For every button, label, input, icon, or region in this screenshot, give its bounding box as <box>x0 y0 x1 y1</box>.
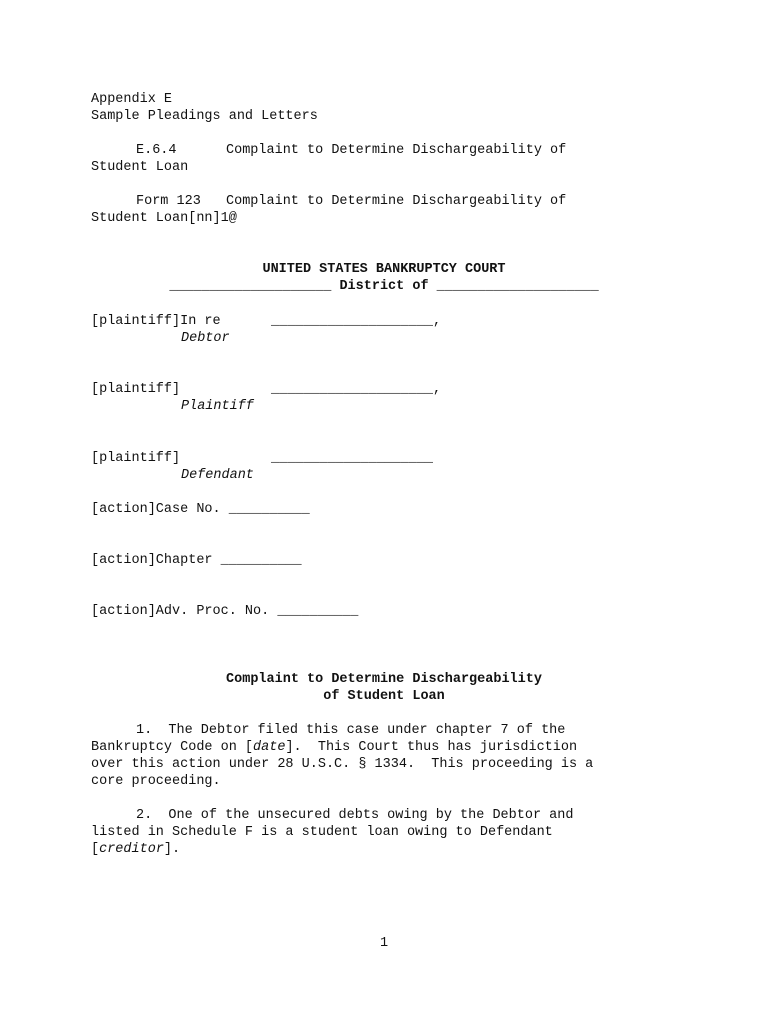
debtor-role: Debtor <box>181 331 230 346</box>
section-title-line-1: Complaint to Determine Dischargeability of <box>226 143 567 158</box>
plaintiff-tag: [plaintiff] <box>91 382 181 397</box>
paragraph-1-line-3: over this action under 28 U.S.C. § 1334. This proceeding is a <box>91 757 594 772</box>
appendix-heading: Appendix E <box>91 92 173 107</box>
debtor-tag: [plaintiff]In re <box>91 314 221 329</box>
paragraph-2-line-3: [creditor]. <box>91 842 181 857</box>
form-title-line-1: Complaint to Determine Dischargeability of <box>226 194 567 209</box>
adversary-proceeding-line: [action]Adv. Proc. No. __________ <box>91 604 359 619</box>
paragraph-1-line-4: core proceeding. <box>91 774 221 789</box>
plaintiff-name-blank: ____________________, <box>271 382 442 397</box>
chapter-line: [action]Chapter __________ <box>91 553 302 568</box>
section-title-line-2: Student Loan <box>91 160 189 175</box>
court-district-line: ____________________ District of ____________________ <box>169 279 599 294</box>
complaint-title-line-2: of Student Loan <box>323 689 445 704</box>
paragraph-1-line-2: Bankruptcy Code on [date]. This Court thus has jurisdiction <box>91 740 578 755</box>
defendant-name-blank: ____________________ <box>271 451 434 466</box>
debtor-name-blank: ____________________, <box>271 314 442 329</box>
defendant-role: Defendant <box>181 468 254 483</box>
paragraph-2-line-2: listed in Schedule F is a student loan owing to Defendant <box>91 825 553 840</box>
defendant-tag: [plaintiff] <box>91 451 181 466</box>
plaintiff-role: Plaintiff <box>181 399 254 414</box>
form-title-line-2: Student Loan[nn]1@ <box>91 211 237 226</box>
court-name: UNITED STATES BANKRUPTCY COURT <box>262 262 506 277</box>
page-number: 1 <box>379 936 389 951</box>
complaint-title-line-1: Complaint to Determine Dischargeability <box>226 672 542 687</box>
appendix-subtitle: Sample Pleadings and Letters <box>91 109 318 124</box>
paragraph-1-line-1: 1. The Debtor filed this case under chapter 7 of the <box>136 723 566 738</box>
case-number-line: [action]Case No. __________ <box>91 502 310 517</box>
paragraph-2-line-1: 2. One of the unsecured debts owing by the Debtor and <box>136 808 574 823</box>
form-number: Form 123 <box>136 194 201 209</box>
section-number: E.6.4 <box>136 143 177 158</box>
